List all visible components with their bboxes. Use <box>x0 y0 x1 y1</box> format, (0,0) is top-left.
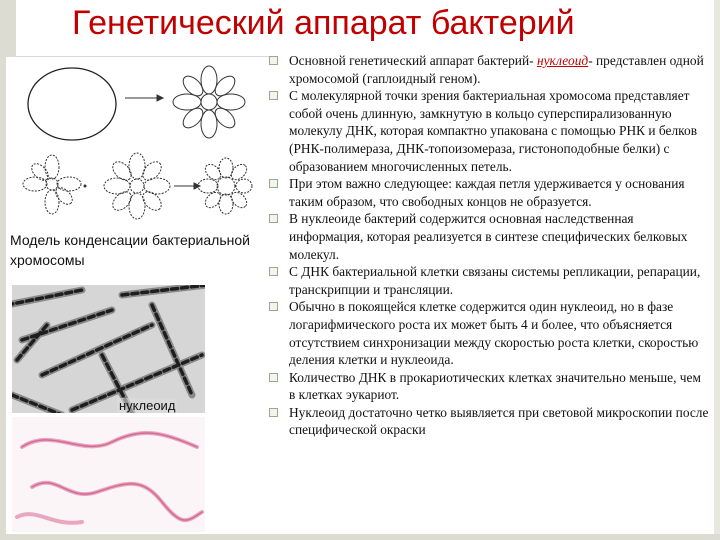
decor-bar-left <box>0 57 6 540</box>
bullet-text-continued: - представлен одной хромосомой (гаплоидный геном). <box>289 53 704 86</box>
bullet-list <box>269 52 709 439</box>
spiral-cells-image <box>12 417 205 532</box>
square-bullet-icon <box>269 56 278 65</box>
bullet-item <box>269 52 709 87</box>
bullet-text: Основной генетический аппарат бактерий- <box>289 53 537 68</box>
square-bullet-icon <box>269 373 278 382</box>
bullet-text: Нуклеоид достаточно четко выявляется при световой микроскопии после специфической окраски <box>289 404 709 438</box>
decor-bar-right <box>714 0 720 540</box>
bullet-item <box>269 175 709 210</box>
bullet-text: С ДНК бактериальной клетки связаны системы репликации, репарации, транскрипции и трансляции. <box>289 264 701 297</box>
decor-bar-top <box>0 0 16 57</box>
title-underline <box>16 56 276 57</box>
bullet-item <box>269 210 709 263</box>
nucleoid-label: нуклеоид <box>119 398 176 413</box>
chromosome-condensation-diagram <box>14 62 254 227</box>
bullet-text: С молекулярной точки зрения бактериальная хромосома представляет собой очень длинную, замкнутую в кольцо суперспирализованную молекулу ДНК, которая компактно упакована с помощью РНК и белков (РНК-полимераза, ДНК-топоизомераза, гистоноподобные белки) с образованием многочисленных петель. <box>289 88 698 174</box>
square-bullet-icon <box>269 91 278 100</box>
supercoiled-loops-drawing <box>23 155 81 214</box>
square-bullet-icon <box>269 302 278 311</box>
diagram-caption: Модель конденсации бактериальной хромосомы <box>10 232 250 268</box>
rod-bacteria-image <box>12 285 205 413</box>
square-bullet-icon <box>269 179 278 188</box>
bacteria-micrograph <box>12 285 205 413</box>
decor-bar-bottom <box>0 534 720 540</box>
bullet-item <box>269 298 709 368</box>
stained-cells-micrograph <box>12 417 205 532</box>
bullet-text: Обычно в покоящейся клетке содержится один нуклеоид, но в фазе логарифмического роста их может быть 4 и более, что объясняется отсутствием синхронизации между скоростью роста клетки, скоростью деления клетки и нуклеоида. <box>289 299 699 368</box>
arrow-right-icon <box>125 95 163 101</box>
arrow-right-icon <box>174 183 200 189</box>
bullet-text: При этом важно следующее: каждая петля удерживается у основания таким образом, что свободных концов не образуется. <box>289 176 685 209</box>
loop-rosette-drawing <box>173 66 245 138</box>
chromosome-ring-drawing <box>28 68 116 140</box>
slide-title: Генетический аппарат бактерий <box>72 4 575 42</box>
square-bullet-icon <box>269 408 278 417</box>
nucleoid-term-link[interactable]: нуклеоид <box>536 53 589 68</box>
supercoiled-rosette-drawing <box>104 153 170 219</box>
compact-nucleoid-drawing <box>198 158 252 214</box>
bullet-item <box>269 263 709 298</box>
bullet-item <box>269 369 709 404</box>
bullet-item <box>269 404 709 439</box>
square-bullet-icon <box>269 267 278 276</box>
bullet-text: В нуклеоиде бактерий содержится основная наследственная информация, которая реализуется в синтезе специфических белковых молекул. <box>289 211 688 262</box>
square-bullet-icon <box>269 214 278 223</box>
bullet-text: Количество ДНК в прокариотических клетках значительно меньше, чем в клетках эукариот. <box>289 369 701 403</box>
arrow-right-icon <box>84 185 87 188</box>
bullet-item <box>269 87 709 175</box>
